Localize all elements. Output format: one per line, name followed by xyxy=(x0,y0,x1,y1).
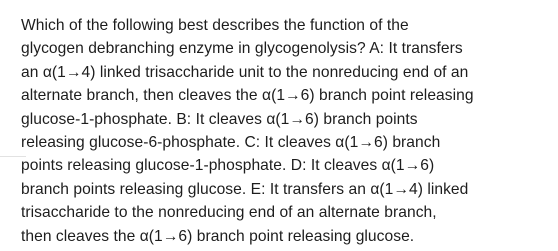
question-line: then cleaves the α(1→6) branch point releasing glucose. xyxy=(21,227,415,245)
question-line: Which of the following best describes the function of the xyxy=(21,17,409,34)
question-line: trisaccharide to the nonreducing end of an alternate branch, xyxy=(21,204,437,222)
question-line: an α(1→4) linked trisaccharide unit to the nonreducing end of an xyxy=(21,63,469,81)
question-text xyxy=(21,14,546,248)
question-line: alternate branch, then cleaves the α(1→6) branch point releasing xyxy=(21,87,474,105)
question-line: releasing glucose-6-phosphate. C: It cleaves α(1→6) branch xyxy=(21,134,441,152)
question-line: points releasing glucose-1-phosphate. D: It cleaves α(1→6) xyxy=(21,157,435,175)
question-line: branch points releasing glucose. E: It transfers an α(1→4) linked xyxy=(21,180,469,198)
question-line: glucose-1-phosphate. B: It cleaves α(1→6) branch points xyxy=(21,110,418,128)
question-line: glycogen debranching enzyme in glycogenolysis? A: It transfers xyxy=(21,40,463,58)
